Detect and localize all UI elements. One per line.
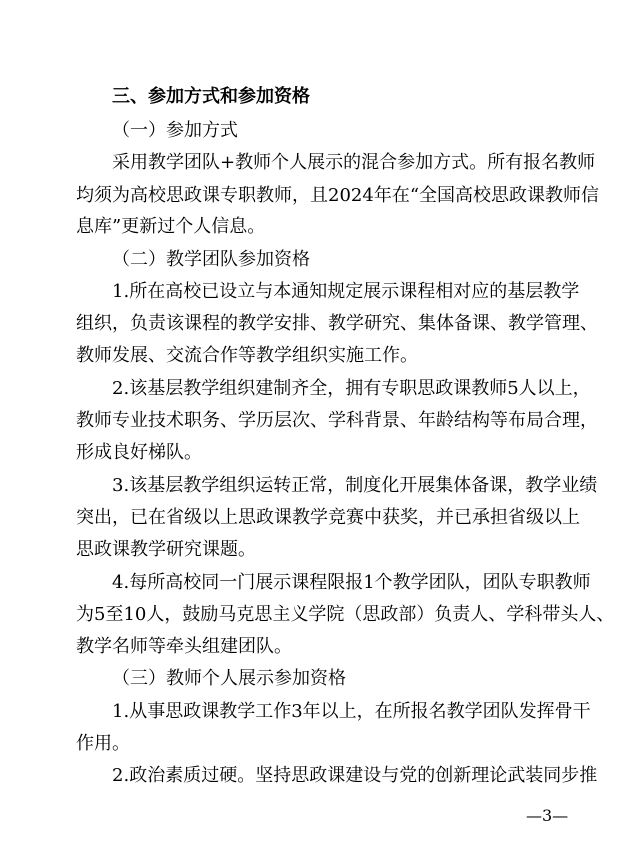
body-line: 思政课教学研究课题。 — [76, 539, 256, 560]
body-line: 教学名师等牵头组建团队。 — [76, 636, 292, 657]
body-line: 教师发展、交流合作等教学组织实施工作。 — [76, 345, 418, 366]
body-line: 均 须 为 高 校 思 政 课 专 职 教 师 ， 且 2024 年 在 “ 全 国 高 校 思 政 课 教 师 信 — [76, 185, 600, 206]
body-line: 2. 政 治 素 质 过 硬 。 坚 持 思 政 课 建 设 与 党 的 创 新 理 论 武 装 同 步 推 — [112, 765, 598, 786]
sub-heading: （三）教师个人展示参加资格 — [112, 668, 346, 689]
body-line: 为 5 至 10 人 ， 鼓 励 马 克 思 主 义 学 院 （ 思 政 部 ） 负 责 人 、 学 科 带 头 人 、 — [76, 604, 615, 625]
body-line: 组 织 ， 负 责 该 课 程 的 教 学 安 排 、 教 学 研 究 、 集 体 备 课 、 教 学 管 理 、 — [76, 313, 598, 334]
body-line: 突 出 ， 已 在 省 级 以 上 思 政 课 教 学 竞 赛 中 获 奖 ， 并 已 承 担 省 级 以 上 — [76, 507, 580, 528]
section-heading: 三、参加方式和参加资格 — [112, 86, 310, 107]
body-line: 息库”更新过个人信息。 — [76, 216, 266, 237]
body-line: 1. 从 事 思 政 课 教 学 工 作 3 年 以 上 ， 在 所 报 名 教 学 团 队 发 挥 骨 干 — [112, 701, 591, 722]
body-line: 作用。 — [76, 733, 130, 754]
page-number: —3— — [526, 806, 569, 825]
body-line: 教 师 专 业 技 术 职 务 、 学 历 层 次 、 学 科 背 景 、 年 龄 结 构 等 布 局 合 理 ， — [76, 410, 598, 431]
body-line: 采 用 教 学 团 队 + 教 师 个 人 展 示 的 混 合 参 加 方 式 。 所 有 报 名 教 师 — [112, 152, 596, 173]
body-line: 1. 所 在 高 校 已 设 立 与 本 通 知 规 定 展 示 课 程 相 对 应 的 基 层 教 学 — [112, 281, 580, 302]
sub-heading: （一）参加方式 — [112, 120, 238, 141]
body-line: 形成良好梯队。 — [76, 442, 202, 463]
sub-heading: （二）教学团队参加资格 — [112, 249, 310, 270]
body-line: 3. 该 基 层 教 学 组 织 运 转 正 常 ， 制 度 化 开 展 集 体 备 课 ， 教 学 业 绩 — [112, 475, 598, 496]
body-line: 4. 每 所 高 校 同 一 门 展 示 课 程 限 报 1 个 教 学 团 队 ， 团 队 专 职 教 师 — [112, 572, 591, 593]
body-line: 2. 该 基 层 教 学 组 织 建 制 齐 全 ， 拥 有 专 职 思 政 课 教 师 5 人 以 上 ， — [112, 378, 591, 399]
